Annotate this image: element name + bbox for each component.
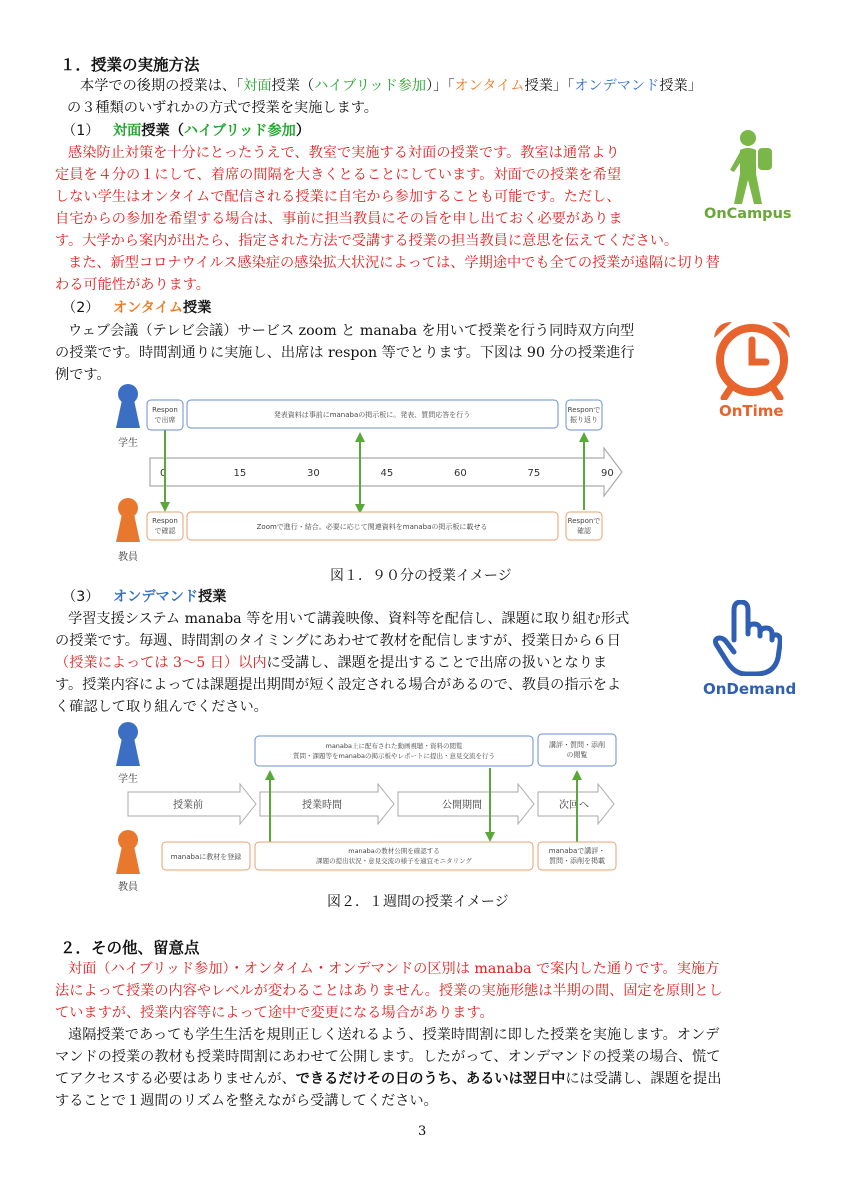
fig2-box-s1-line2: 質問・課題等をmanabaの掲示板やレポートに提出・意見交流を行う xyxy=(292,752,496,760)
section2-red-line: ていますが、授業内容等によって途中で変更になる場合があります。 xyxy=(55,1005,494,1021)
sub3-text-line: の授業です。毎週、時間割のタイミングにあわせて教材を配信しますが、授業日から６日 xyxy=(55,633,621,649)
section2-red-line: 対面（ハイブリッド参加）・オンタイム・オンデマンドの区別は manaba で案内した通りです。実施方 xyxy=(68,961,720,977)
sub1-text-line: 感染防止対策を十分にとったうえで、教室で実施する対面の授業です。教室は通常より xyxy=(68,145,620,161)
sub1-text-line: 自宅からの参加を希望する場合は、事前に担当教員にその旨を申し出ておく必要がありま xyxy=(55,211,623,227)
figure1-caption: 図１．９０分の授業イメージ xyxy=(330,568,512,584)
fig1-box-t3-line2: 確認 xyxy=(577,527,591,535)
section2-text-line: マンドの授業の教材も授業時間割にあわせて公開します。したがって、オンデマンドの授業の場合、慌て xyxy=(55,1049,721,1065)
fig2-phase-arrows xyxy=(128,784,614,824)
fig2-box-t2-line2: 課題の提出状況・意見交流の様子を適宜モニタリング xyxy=(316,857,472,865)
fig1-box-t2: Zoomで進行・結合。必要に応じて関連資料をmanabaの掲示板に載せる xyxy=(256,523,488,531)
alarm-clock-icon xyxy=(710,318,794,400)
sub2-text-line: の授業です。時間割通りに実施し、出席は respon 等でとります。下図は 90 分の授業進行 xyxy=(55,345,635,361)
sub1-text-line: 定員を４分の１にして、着席の間隔を大きくとることにしています。対面での授業を希望 xyxy=(55,167,622,183)
student-figure-icon xyxy=(116,384,140,428)
section2-title: ２．その他、留意点 xyxy=(60,939,200,957)
fig2-box-t3-line2: 質問・添削を掲載 xyxy=(549,857,605,865)
oncampus-logo-label: OnCampus xyxy=(704,206,792,222)
section2-text-line: することで１週間のリズムを整えながら受講してください。 xyxy=(55,1093,438,1109)
fig1-box-s1-line2: で出席 xyxy=(154,416,176,424)
section1-title: １．授業の実施方法 xyxy=(60,56,200,74)
page-number: 3 xyxy=(418,1124,427,1139)
fig1-tick-label: 15 xyxy=(233,468,247,479)
walking-person-icon xyxy=(722,128,788,206)
fig1-tick-label: 30 xyxy=(307,468,320,479)
fig2-box-s1-line1: manaba上に配布された動画視聴・資料の閲覧 xyxy=(325,742,463,750)
section1-intro-line2: の３種類のいずれかの方式で授業を実施します。 xyxy=(67,100,378,116)
teacher-figure-icon xyxy=(116,830,140,874)
section2-text-line: てアクセスする必要はありませんが、できるだけその日のうち、あるいは翌日中には受講し、課題を提出 xyxy=(55,1071,722,1087)
fig1-box-t1-line2: で確認 xyxy=(154,527,176,535)
fig2-box-t3-line1: manabaで講評・ xyxy=(548,847,606,855)
fig1-tick-label: 90 xyxy=(601,468,614,479)
fig2-arrow-label: 公開期間 xyxy=(442,800,482,811)
fig2-box-s2-line1: 講評・質問・添削 xyxy=(549,741,605,749)
fig2-arrow-label: 授業時間 xyxy=(302,800,342,811)
section1-intro-line1: 本学での後期の授業は、「対面授業（ハイブリッド参加）」「オンタイム授業」「オンデマンド授業」 xyxy=(80,78,702,94)
sub3-heading: （3） オンデマンド授業 xyxy=(62,589,227,605)
ondemand-logo-label: OnDemand xyxy=(703,680,797,698)
fig2-box-t1: manabaに教材を登録 xyxy=(170,853,242,861)
fig1-student-label: 学生 xyxy=(118,438,138,449)
fig1-box-s3-line2: 振り返り xyxy=(570,416,598,424)
fig1-tick-label: 75 xyxy=(527,468,541,479)
section2-red-line: 法によって授業の内容やレベルが変わることはありません。授業の実施形態は半期の間、固定を原則とし xyxy=(55,983,723,999)
figure1-diagram xyxy=(110,384,630,568)
sub3-text-line: す。授業内容によっては課題提出期間が短く設定される場合があるので、教員の指示をよ xyxy=(55,677,622,693)
figure2-diagram xyxy=(110,722,630,894)
sub1-text-line: わる可能性があります。 xyxy=(55,277,210,293)
sub2-text-line: ウェブ会議（テレビ会議）サービス zoom と manaba を用いて授業を行う同時双方向型 xyxy=(68,323,635,339)
figure2-caption: 図２．１週間の授業イメージ xyxy=(327,894,509,910)
teacher-figure-icon xyxy=(116,498,140,542)
sub1-text-line: また、新型コロナウイルス感染症の感染拡大状況によっては、学期途中でも全ての授業が遠隔に切り替 xyxy=(68,255,720,271)
sub1-heading: （1） 対面授業（ハイブリッド参加） xyxy=(62,123,311,139)
student-figure-icon xyxy=(116,722,140,766)
fig1-box-s3-line1: Responで xyxy=(567,406,601,414)
sub1-text-line: す。大学から案内が出たら、指定された方法で受講する授業の担当教員に意思を伝えてください。 xyxy=(55,233,679,249)
sub3-text-line: く確認して取り組んでください。 xyxy=(55,699,268,715)
fig2-box-t2-line1: manabaの教材公開を確認する xyxy=(348,847,440,855)
sub3-text-line: （授業によっては 3～5 日）以内に受講し、課題を提出することで出席の扱いとなりま xyxy=(55,655,608,671)
sub2-heading: （2） オンタイム授業 xyxy=(62,300,212,316)
fig1-box-t3-line1: Responで xyxy=(567,517,601,525)
fig2-teacher-label: 教員 xyxy=(118,882,138,893)
fig1-box-s1-line1: Respon xyxy=(152,406,178,414)
fig1-teacher-label: 教員 xyxy=(118,552,138,563)
pointing-hand-icon xyxy=(712,600,782,676)
sub1-text-line: しない学生はオンタイムで配信される授業に自宅から参加することも可能です。ただし、 xyxy=(55,189,621,205)
ontime-logo-label: OnTime xyxy=(719,402,784,420)
fig1-tick-label: 45 xyxy=(380,468,394,479)
fig2-arrow-label: 次回へ xyxy=(559,800,589,811)
fig1-box-s2: 発表資料は事前にmanabaの掲示板に。発表、質問応答を行う xyxy=(273,411,471,419)
section2-text-line: 遠隔授業であっても学生生活を規則正しく送れるよう、授業時間割に即した授業を実施します。オンデ xyxy=(68,1027,720,1043)
fig2-box-s2-line2: の閲覧 xyxy=(566,751,588,759)
sub2-text-line: 例です。 xyxy=(55,367,111,383)
fig2-student-label: 学生 xyxy=(118,774,138,785)
fig2-arrow-label: 授業前 xyxy=(173,800,203,811)
fig1-tick-label: 0 xyxy=(160,468,167,479)
fig1-tick-label: 60 xyxy=(454,468,467,479)
sub3-text-line: 学習支援システム manaba 等を用いて講義映像、資料等を配信し、課題に取り組む形式 xyxy=(68,611,630,627)
fig1-box-t1-line1: Respon xyxy=(152,517,178,525)
